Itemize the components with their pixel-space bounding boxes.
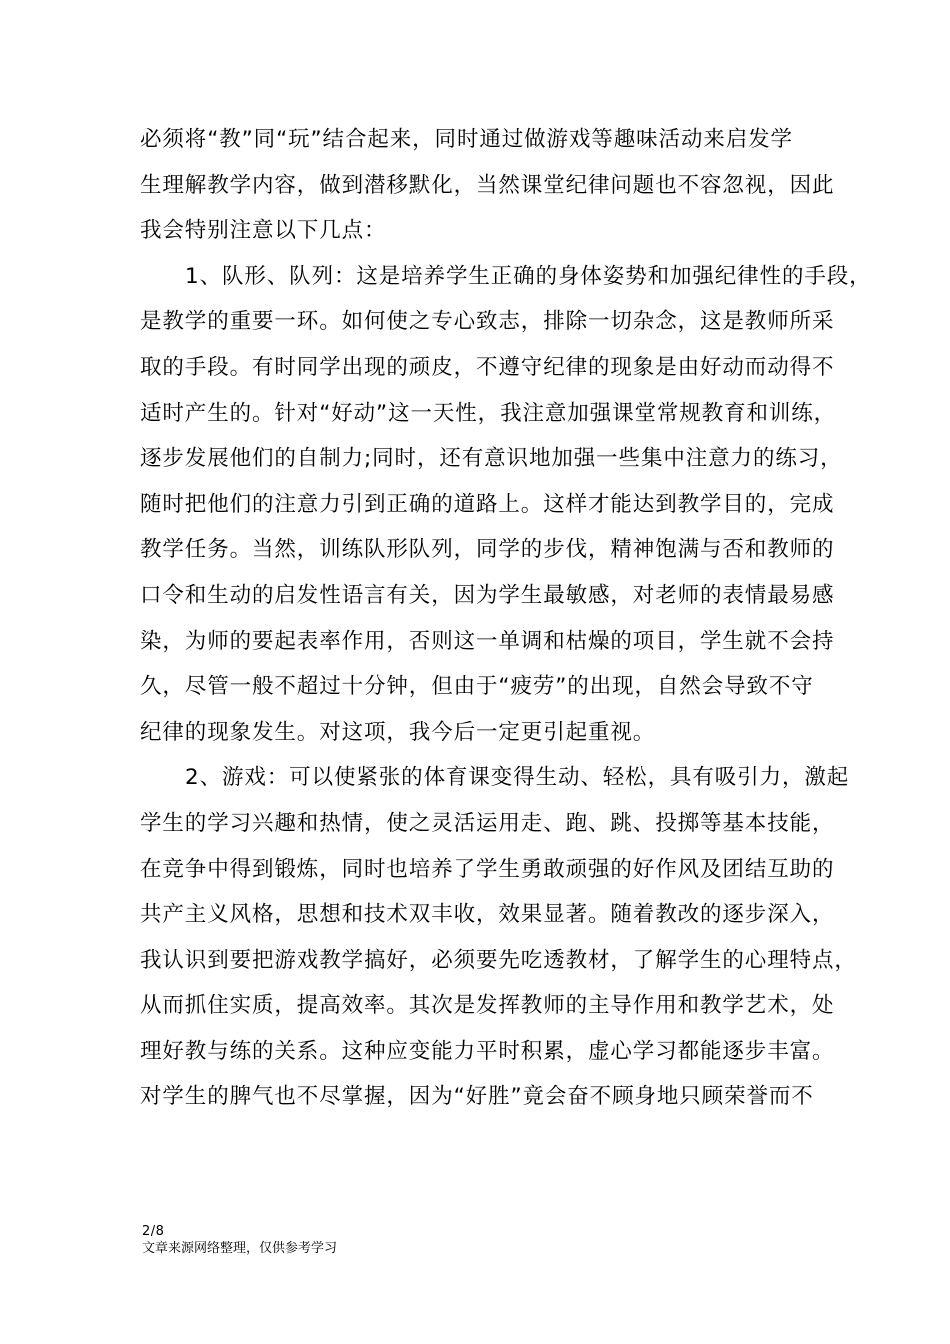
text-line: 逐步发展他们的自制力;同时，还有意识地加强一些集中注意力的练习， — [140, 446, 843, 472]
paragraph-start-line: 1、队形、队列：这是培养学生正确的身体姿势和加强纪律性的手段， — [185, 263, 872, 289]
text-line: 在竞争中得到锻炼，同时也培养了学生勇敢顽强的好作风及团结互助的 — [140, 856, 835, 882]
text-line: 从而抓住实质，提高效率。其次是发挥教师的主导作用和教学艺术，处 — [140, 993, 835, 1019]
text-line: 我认识到要把游戏教学搞好，必须要先吃透教材，了解学生的心理特点， — [140, 947, 857, 973]
text-line: 对学生的脾气也不尽掌握，因为“好胜”竟会奋不顾身地只顾荣誉而不 — [140, 1084, 814, 1110]
text-line: 我会特别注意以下几点： — [140, 218, 387, 244]
text-line: 取的手段。有时同学出现的顽皮，不遵守纪律的现象是由好动而动得不 — [140, 354, 835, 380]
text-line: 久，尽管一般不超过十分钟，但由于“疲劳”的出现，自然会导致不守 — [140, 674, 814, 700]
text-line: 染，为师的要起表率作用，否则这一单调和枯燥的项目，学生就不会持 — [140, 628, 835, 654]
text-line: 必须将“教”同“玩”结合起来，同时通过做游戏等趣味活动来启发学 — [140, 127, 793, 152]
text-line: 学生的学习兴趣和热情，使之灵活运用走、跑、跳、投掷等基本技能， — [140, 810, 835, 836]
text-line: 理好教与练的关系。这种应变能力平时积累，虚心学习都能逐步丰富。 — [140, 1038, 835, 1064]
body-text — [140, 117, 872, 1120]
text-line: 共产主义风格，思想和技术双丰收，效果显著。随着教改的逐步深入， — [140, 902, 835, 928]
text-line: 纪律的现象发生。对这项，我今后一定更引起重视。 — [140, 719, 656, 745]
text-line: 随时把他们的注意力引到正确的道路上。这样才能达到教学目的，完成 — [140, 491, 835, 517]
page-footer — [142, 1223, 337, 1257]
page-number: 2/8 — [142, 1224, 165, 1239]
text-line: 教学任务。当然，训练队形队列，同学的步伐，精神饱满与否和教师的 — [140, 537, 835, 563]
text-line: 是教学的重要一环。如何使之专心致志，排除一切杂念，这是教师所采 — [140, 309, 835, 335]
paragraph-start-line: 2、游戏：可以使紧张的体育课变得生动、轻松，具有吸引力，激起 — [185, 765, 850, 791]
text-line: 生理解教学内容，做到潜移默化，当然课堂纪律问题也不容忽视，因此 — [140, 172, 835, 198]
text-line: 口令和生动的启发性语言有关，因为学生最敏感，对老师的表情最易感 — [140, 582, 835, 608]
footer-note: 文章来源网络整理，仅供参考学习 — [142, 1241, 338, 1256]
text-line: 适时产生的。针对“好动”这一天性，我注意加强课堂常规教育和训练， — [140, 400, 837, 426]
